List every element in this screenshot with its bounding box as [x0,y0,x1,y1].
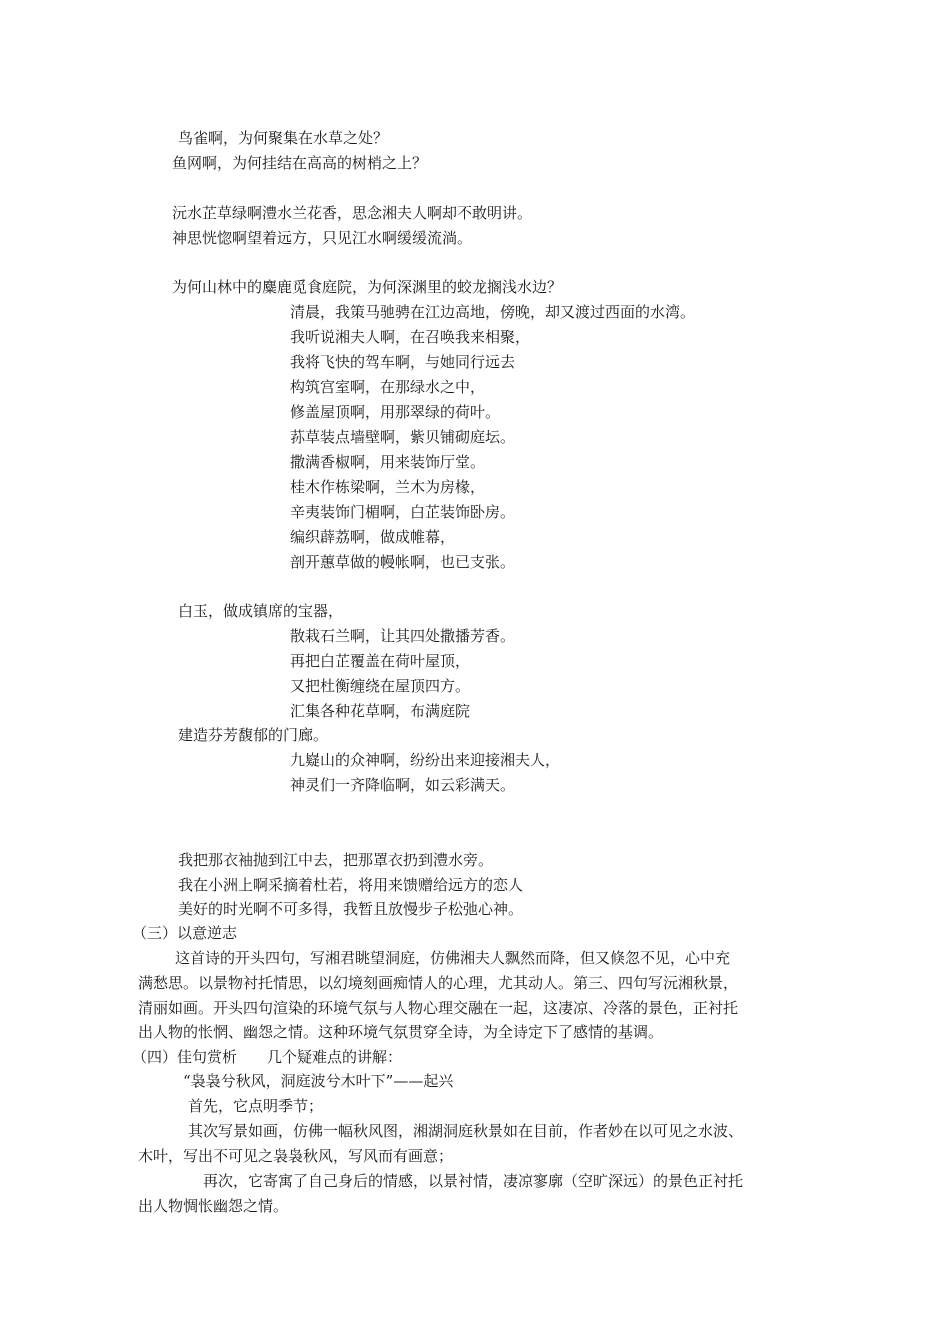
poem-line: 为何山林中的麋鹿觅食庭院，为何深渊里的蛟龙搁浅水边？ [172,278,563,296]
paragraph-line: 再次，它寄寓了自己身后的情感，以景衬情，凄凉寥廓（空旷深远）的景色正衬托 [203,1172,744,1190]
paragraph-line: 这首诗的开头四句，写湘君眺望洞庭，仿佛湘夫人飘然而降，但又倏忽不见，心中充 [175,949,731,967]
poem-line: 美好的时光啊不可多得，我暂且放慢步子松弛心神。 [178,900,524,918]
section-heading: （三）以意逆志 [132,924,238,942]
paragraph-line: 首先，它点明季节； [188,1097,324,1115]
poem-line: 剖开蕙草做的幔帐啊，也已支张。 [290,553,516,571]
poem-line: 汇集各种花草啊，布满庭院 [290,702,471,720]
paragraph-line: 满愁思。以景物衬托情思，以幻境刻画痴情人的心理，尤其动人。第三、四句写沅湘秋景， [138,974,739,992]
quote-line: “袅袅兮秋风，洞庭波兮木叶下”——起兴 [183,1072,454,1090]
poem-line: 辛夷装饰门楣啊，白芷装饰卧房。 [290,503,516,521]
poem-line: 鱼网啊，为何挂结在高高的树梢之上？ [172,154,428,172]
section-heading: （四）佳句赏析 几个疑难点的讲解： [132,1048,403,1066]
poem-line: 沅水芷草绿啊澧水兰花香，思念湘夫人啊却不敢明讲。 [172,204,533,222]
poem-line: 我把那衣袖抛到江中去，把那罩衣扔到澧水旁。 [178,851,494,869]
paragraph-line: 清丽如画。开头四句渲染的环境气氛与人物心理交融在一起，这凄凉、冷落的景色，正衬托 [138,999,739,1017]
poem-line: 桂木作栋梁啊，兰木为房椽， [290,478,486,496]
poem-line: 修盖屋顶啊，用那翠绿的荷叶。 [290,403,501,421]
paragraph-line: 出人物惆怅幽怨之情。 [138,1197,289,1215]
poem-line: 神灵们一齐降临啊，如云彩满天。 [290,776,516,794]
poem-line: 我听说湘夫人啊，在召唤我来相聚， [290,328,531,346]
poem-line: 撒满香椒啊，用来装饰厅堂。 [290,453,486,471]
poem-line: 构筑宫室啊，在那绿水之中， [290,378,486,396]
poem-line: 神思恍惚啊望着远方，只见江水啊缓缓流淌。 [172,229,473,247]
poem-line: 散栽石兰啊，让其四处撒播芳香。 [290,627,516,645]
poem-line: 九嶷山的众神啊，纷纷出来迎接湘夫人， [290,751,561,769]
poem-line: 编织薜荔啊，做成帷幕， [290,528,456,546]
poem-line: 荪草装点墙壁啊，紫贝铺砌庭坛。 [290,428,516,446]
poem-line: 我将飞快的驾车啊，与她同行远去 [290,353,516,371]
poem-line: 我在小洲上啊采摘着杜若，将用来馈赠给远方的恋人 [178,876,524,894]
poem-line: 清晨，我策马驰骋在江边高地，傍晚，却又渡过西面的水湾。 [290,303,696,321]
poem-line: 又把杜衡缠绕在屋顶四方。 [290,677,471,695]
poem-line: 白玉，做成镇席的宝器， [178,602,344,620]
paragraph-line: 木叶，写出不可见之袅袅秋风，写风而有画意； [138,1147,454,1165]
poem-line: 再把白芷覆盖在荷叶屋顶， [290,652,471,670]
paragraph-line: 其次写景如画，仿佛一幅秋风图，湘湖洞庭秋景如在目前，作者妙在以可见之水波、 [188,1122,744,1140]
poem-line: 鸟雀啊，为何聚集在水草之处？ [178,129,389,147]
paragraph-line: 出人物的怅惘、幽怨之情。这种环境气氛贯穿全诗，为全诗定下了感情的基调。 [138,1023,664,1041]
poem-line: 建造芬芳馥郁的门廊。 [178,726,329,744]
